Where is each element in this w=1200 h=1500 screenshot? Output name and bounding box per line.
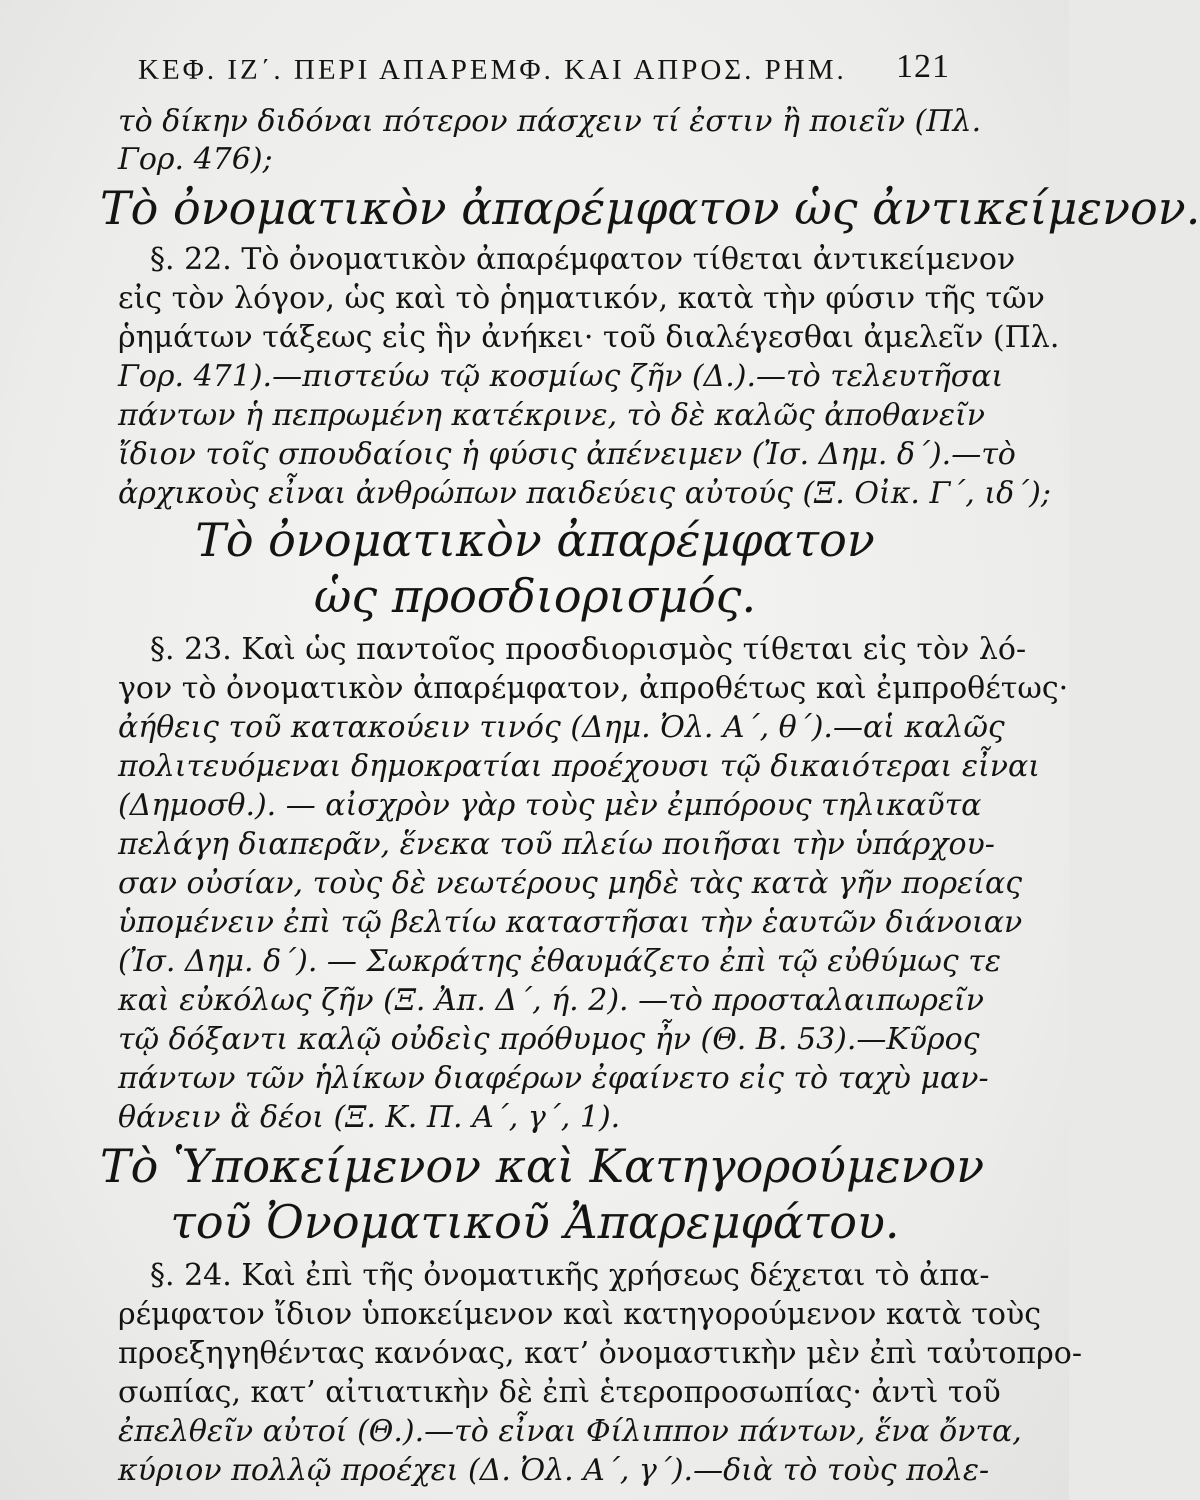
page-number: 121 [896, 48, 950, 85]
text-line: γον τὸ ὀνοματικὸν ἀπαρέμφατον, ἀπροθέτως καὶ ἐμπροθέτως· [118, 671, 1069, 706]
text-line: εἰς τὸν λόγον, ὡς καὶ τὸ ῥηματικόν, κατὰ τὴν φύσιν τῆς τῶν [118, 281, 1045, 316]
text-line: πολιτευόμεναι δημοκρατίαι προέχουσι τῷ δικαιότεραι εἶναι [118, 749, 1040, 784]
text-line: Γορ. 471).—πιστεύω τῷ κοσμίως ζῆν (Δ.).—τὸ τελευτῆσαι [118, 359, 1004, 394]
section-heading: Τὸ Ὑποκείμενον καὶ Κατηγορούμενον [100, 1139, 985, 1193]
text-line: τῷ δόξαντι καλῷ οὐδεὶς πρόθυμος ἦν (Θ. Β. 53).—Κῦρος [118, 1022, 980, 1057]
text-line: (Δημοσθ.). — αἰσχρὸν γὰρ τοὺς μὲν ἐμπόρους τηλικαῦτα [118, 788, 982, 823]
text-line: ἐπελθεῖν αὐτοί (Θ.).—τὸ εἶναι Φίλιππον πάντων, ἕνα ὄντα, [118, 1414, 1022, 1449]
text-line: ἀρχικοὺς εἶναι ἀνθρώπων παιδεύεις αὐτούς (Ξ. Οἰκ. Γ΄, ιδ΄); [118, 476, 1051, 511]
text-line: ἴδιον τοῖς σπουδαίοις ἡ φύσις ἀπένειμεν (Ἰσ. Δημ. δ΄).—τὸ [118, 437, 1016, 472]
text-line: ῥημάτων τάξεως εἰς ἣν ἀνήκει· τοῦ διαλέγεσθαι ἀμελεῖν (Πλ. [118, 320, 1060, 355]
text-line: §. 23. Καὶ ὡς παντοῖος προσδιορισμὸς τίθεται εἰς τὸν λό- [150, 632, 1027, 667]
text-line: (Ἰσ. Δημ. δ΄). — Σωκράτης ἐθαυμάζετο ἐπὶ τῷ εὐθύμως τε [118, 944, 1001, 979]
text-line: ρέμφατον ἴδιον ὑποκείμενον καὶ κατηγορούμενον κατὰ τοὺς [118, 1297, 1041, 1332]
text-line: ὑπομένειν ἐπὶ τῷ βελτίω καταστῆσαι τὴν ἑαυτῶν διάνοιαν [118, 905, 1023, 940]
running-header [138, 46, 950, 92]
text-line: §. 22. Τὸ ὀνοματικὸν ἀπαρέμφατον τίθεται ἀντικείμενον [150, 242, 1016, 277]
text-line: Γορ. 476); [118, 142, 273, 177]
text-line: τὸ δίκην διδόναι πότερον πάσχειν τί ἐστιν ἢ ποιεῖν (Πλ. [118, 104, 982, 139]
text-line: θάνειν ἃ δέοι (Ξ. Κ. Π. Α΄, γ΄, 1). [118, 1100, 621, 1135]
text-line: ἀήθεις τοῦ κατακούειν τινός (Δημ. Ὀλ. Α΄, θ΄).—αἱ καλῶς [118, 710, 1005, 745]
section-heading: ὡς προσδιορισμός. [313, 569, 757, 623]
text-line: καὶ εὐκόλως ζῆν (Ξ. Ἀπ. Δ΄, ή. 2). —τὸ προσταλαιπωρεῖν [118, 983, 985, 1018]
text-line: πελάγη διαπερᾶν, ἕνεκα τοῦ πλείω ποιῆσαι τὴν ὑπάρχου- [118, 827, 995, 862]
section-heading: τοῦ Ὀνοματικοῦ Ἀπαρεμφάτου. [170, 1195, 900, 1249]
section-heading: Τὸ ὀνοματικὸν ἀπαρέμφατον [195, 513, 875, 567]
text-line: πάντων ἡ πεπρωμένη κατέκρινε, τὸ δὲ καλῶς ἀποθανεῖν [118, 398, 985, 433]
text-line: σωπίας, κατ’ αἰτιατικὴν δὲ ἐπὶ ἑτεροπροσωπίας· ἀντὶ τοῦ [118, 1375, 1001, 1410]
text-line: §. 24. Καὶ ἐπὶ τῆς ὀνοματικῆς χρήσεως δέχεται τὸ ἀπα- [150, 1258, 990, 1293]
running-title: ΚΕΦ. ΙΖ΄. ΠΕΡΙ ΑΠΑΡΕΜΦ. ΚΑΙ ΑΠΡΟΣ. ΡΗΜ. [138, 54, 847, 86]
text-line: κύριον πολλῷ προέχει (Δ. Ὀλ. Α΄, γ΄).—διὰ τὸ τοὺς πολε- [118, 1453, 990, 1488]
text-line: προεξηγηθέντας κανόνας, κατ’ ὀνομαστικὴν μὲν ἐπὶ ταὐτοπρο- [118, 1336, 1082, 1371]
text-line: πάντων τῶν ἡλίκων διαφέρων ἐφαίνετο εἰς τὸ ταχὺ μαν- [118, 1061, 989, 1096]
text-line: σαν οὐσίαν, τοὺς δὲ νεωτέρους μηδὲ τὰς κατὰ γῆν πορείας [118, 866, 1023, 901]
section-heading: Τὸ ὀνοματικὸν ἀπαρέμφατον ὡς ἀντικείμενον. [100, 181, 1200, 235]
